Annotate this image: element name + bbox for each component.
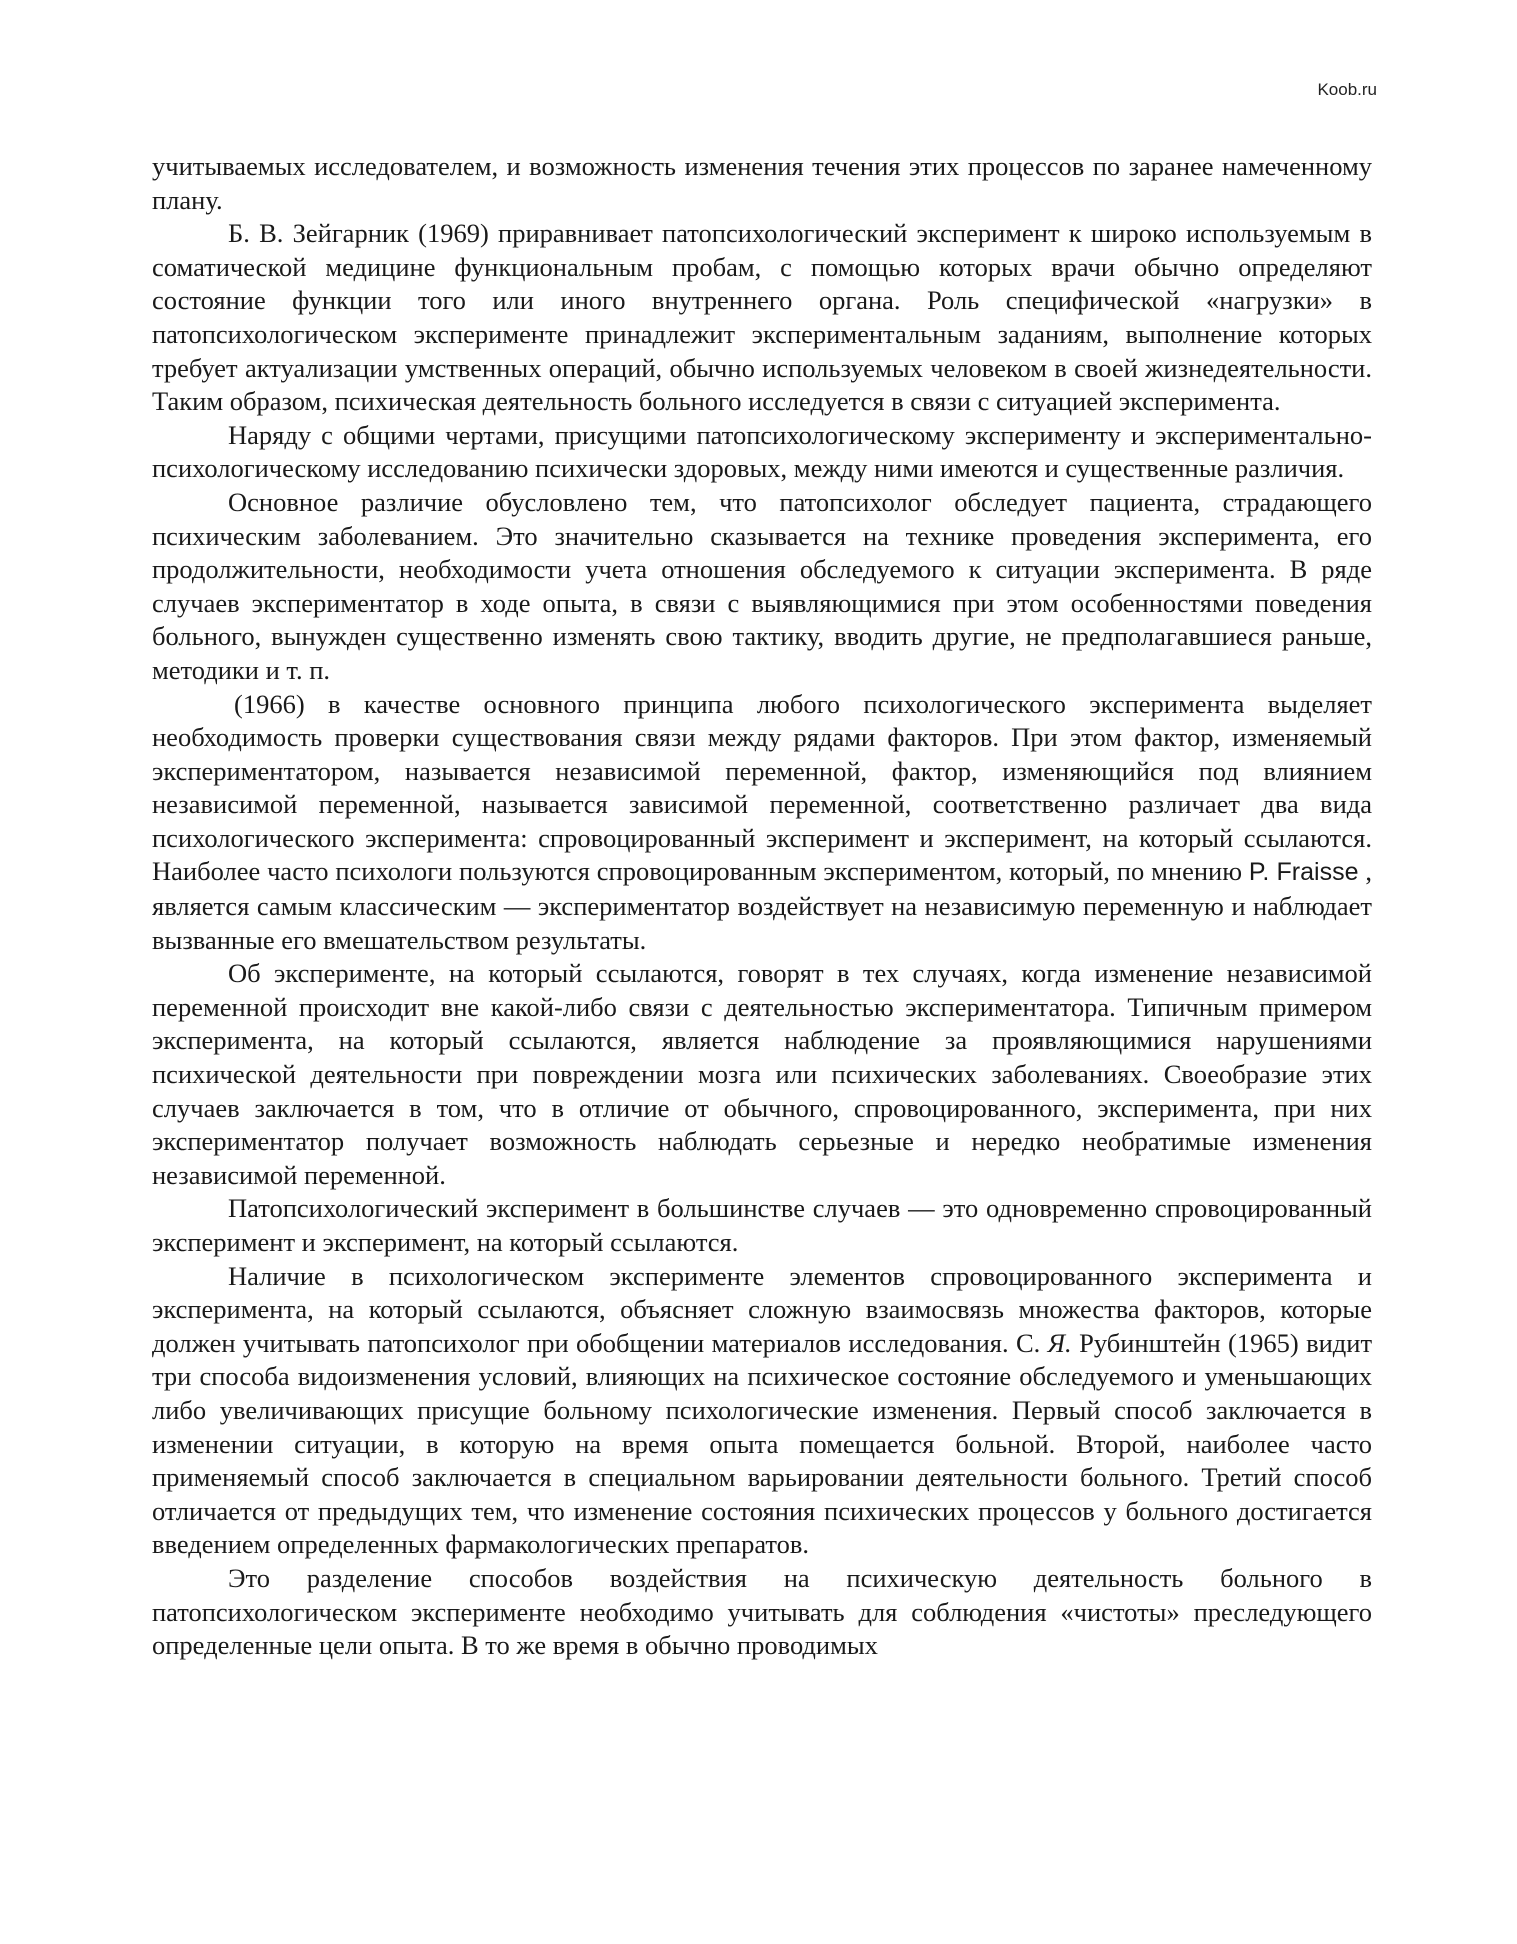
- paragraph-common-features: Наряду с общими чертами, присущими патопсихологическому эксперименту и экспериментально-психологическому исследованию психически здоровых, между ними имеются и существенные различия.: [152, 419, 1372, 484]
- paragraph-rubinstein-text-end: Рубинштейн (1965) видит три способа видоизменения условий, влияющих на психическое состояние обследуемого и уменьшающих либо увеличивающих присущие больному психологические изменения. Первый способ заключается в изменении ситуации, в которую на время опыта помещается больной. Второй, наиболее часто применяемый способ заключается в специальном варьировании деятельности больного. Третий способ отличается от предыдущих тем, что изменение состояния психических процессов у больного достигается введением определенных фармакологических препаратов.: [152, 1327, 1373, 1560]
- author-initial: Я.: [1047, 1327, 1072, 1358]
- paragraph-pathopsych-experiment: Патопсихологический эксперимент в большинстве случаев — это одновременно спровоцированный эксперимент и эксперимент, на который ссылаются.: [152, 1193, 1372, 1257]
- paragraph-rubinstein: [152, 1260, 1372, 1562]
- paragraph-experiment-types: [152, 688, 1372, 958]
- paragraph-methods-separation: Это разделение способов воздействия на психическую деятельность больного в патопсихологическом эксперименте необходимо учитывать для соблюдения «чистоты» преследующего определенные цели опыта. В то же время в обычно проводимых: [152, 1562, 1372, 1661]
- paragraph-main-difference: Основное различие обусловлено тем, что патопсихолог обследует пациента, страдающего психическим заболеванием. Это значительно сказывается на технике проведения эксперимента, его продолжительности, необходимости учета отношения обследуемого к ситуации эксперимента. В ряде случаев экспериментатор в ходе опыта, в связи с выявляющимися при этом особенностями поведения больного, вынужден существенно изменять свою тактику, вводить другие, не предполагавшиеся раньше, методики и т. п.: [152, 486, 1372, 685]
- author-name: P. Fraisse: [1248, 858, 1359, 887]
- paragraph-rubinstein-text-start: Наличие в психологическом эксперименте элементов спровоцированного эксперимента и эксперимента, на который ссылаются, объясняет сложную взаимосвязь множества факторов, которые должен учитывать патопсихолог при обобщении материалов исследования. С.: [152, 1260, 1372, 1358]
- paragraph-experiment-types-text-end: , является самым классическим — экспериментатор воздействует на независимую переменную и наблюдает вызванные его вмешательством результаты.: [152, 856, 1373, 955]
- site-header-mark: Koob.ru: [1317, 80, 1377, 99]
- body-text: [152, 150, 1372, 1663]
- paragraph-continuation: учитываемых исследователем, и возможность изменения течения этих процессов по заранее намеченному плану.: [152, 151, 1372, 215]
- paragraph-experiment-types-text-start: (1966) в качестве основного принципа любого психологического эксперимента выделяет необходимость проверки существования связи между рядами факторов. При этом фактор, изменяемый экспериментатором, называется независимой переменной, фактор, изменяющийся под влиянием независимой переменной, называется зависимой переменной, соответственно различает два вида психологического эксперимента: спровоцированный эксперимент и эксперимент, на который ссылаются. Наиболее часто психологи пользуются спровоцированным экспериментом, который, по мнению: [152, 688, 1372, 887]
- paragraph-zeigarnik: Б. В. Зейгарник (1969) приравнивает патопсихологический эксперимент к широко используемым в соматической медицине функциональным пробам, с помощью которых врачи обычно определяют состояние функции того или иного внутреннего органа. Роль специфической «нагрузки» в патопсихологическом эксперименте принадлежит экспериментальным заданиям, выполнение которых требует актуализации умственных операций, обычно используемых человеком в своей жизнедеятельности. Таким образом, психическая деятельность больного исследуется в связи с ситуацией эксперимента.: [152, 218, 1372, 417]
- paragraph-referenced-experiment: Об эксперименте, на который ссылаются, говорят в тех случаях, когда изменение независимой переменной происходит вне какой-либо связи с деятельностью экспериментатора. Типичным примером эксперимента, на который ссылаются, является наблюдение за проявляющимися нарушениями психической деятельности при повреждении мозга или психических заболеваниях. Своеобразие этих случаев заключается в том, что в отличие от обычного, спровоцированного, эксперимента, при них экспериментатор получает возможность наблюдать серьезные и нередко необратимые изменения независимой переменной.: [152, 958, 1372, 1190]
